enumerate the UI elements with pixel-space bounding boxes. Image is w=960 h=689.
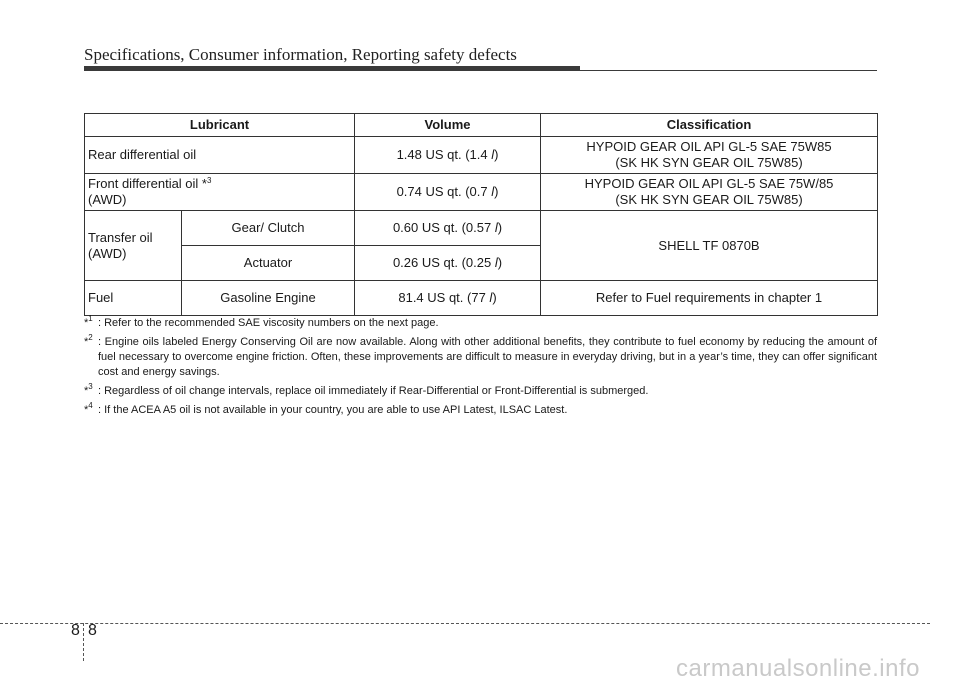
fuel-volume: 81.4 US qt. (77 l) xyxy=(355,281,541,316)
transfer-actuator-label: Actuator xyxy=(182,246,355,281)
watermark: carmanualsonline.info xyxy=(676,655,920,682)
header-rule xyxy=(580,70,877,71)
header-classification: Classification xyxy=(541,114,878,137)
page-number-divider xyxy=(83,623,84,661)
transfer-gear-label: Gear/ Clutch xyxy=(182,211,355,246)
front-diff-classification: HYPOID GEAR OIL API GL-5 SAE 75W/85 (SK HK SYN GEAR OIL 75W85) xyxy=(541,174,878,211)
transfer-oil-name: Transfer oil (AWD) xyxy=(85,211,182,281)
footer-dashed-rule xyxy=(0,623,930,624)
fuel-engine-type: Gasoline Engine xyxy=(182,281,355,316)
table-row xyxy=(85,281,878,316)
footnote-3: *$^3$ : Regardless of oil change intervals, replace oil immediately if Rear-Differential or Front-Differential is submerged. xyxy=(84,382,649,397)
footnote-4: *$^4$ : If the ACEA A5 oil is not available in your country, you are able to use API Latest, ILSAC Latest. xyxy=(84,401,568,416)
fuel-classification: Refer to Fuel requirements in chapter 1 xyxy=(541,281,878,316)
fuel-name: Fuel xyxy=(85,281,182,316)
footnote-1: *$^1$ : Refer to the recommended SAE viscosity numbers on the next page. xyxy=(84,314,439,329)
footnotes xyxy=(84,316,877,422)
rear-diff-name: Rear differential oil xyxy=(85,137,355,174)
footnote-2: *$^2$ : Engine oils labeled Energy Conserving Oil are now available. Along with other additional benefits, they contribute to fuel economy by reducing the amount of fuel necessary to overcome engine friction. Often, these improvements are difficult to measure in everyday driving, but in a year’s time, they can offer significant cost and energy savings. xyxy=(84,333,877,378)
table-row xyxy=(85,211,878,246)
page-header-title: Specifications, Consumer information, Reporting safety defects xyxy=(84,45,517,64)
table-row xyxy=(85,137,878,174)
transfer-gear-volume: 0.60 US qt. (0.57 l) xyxy=(355,211,541,246)
front-diff-name: Front differential oil *$^3$ (AWD) xyxy=(85,174,355,211)
rear-diff-classification: HYPOID GEAR OIL API GL-5 SAE 75W85 (SK HK SYN GEAR OIL 75W85) xyxy=(541,137,878,174)
header-volume: Volume xyxy=(355,114,541,137)
rear-diff-volume: 1.48 US qt. (1.4 l) xyxy=(355,137,541,174)
transfer-classification: SHELL TF 0870B xyxy=(541,211,878,281)
table-header-row xyxy=(85,114,878,137)
page-number-page: 8 xyxy=(88,622,97,639)
lubricant-spec-table xyxy=(84,113,878,316)
table-row xyxy=(85,174,878,211)
header-lubricant: Lubricant xyxy=(85,114,355,137)
header-bar xyxy=(84,66,580,71)
transfer-actuator-volume: 0.26 US qt. (0.25 l) xyxy=(355,246,541,281)
front-diff-volume: 0.74 US qt. (0.7 l) xyxy=(355,174,541,211)
page-number-chapter: 8 xyxy=(71,622,80,639)
